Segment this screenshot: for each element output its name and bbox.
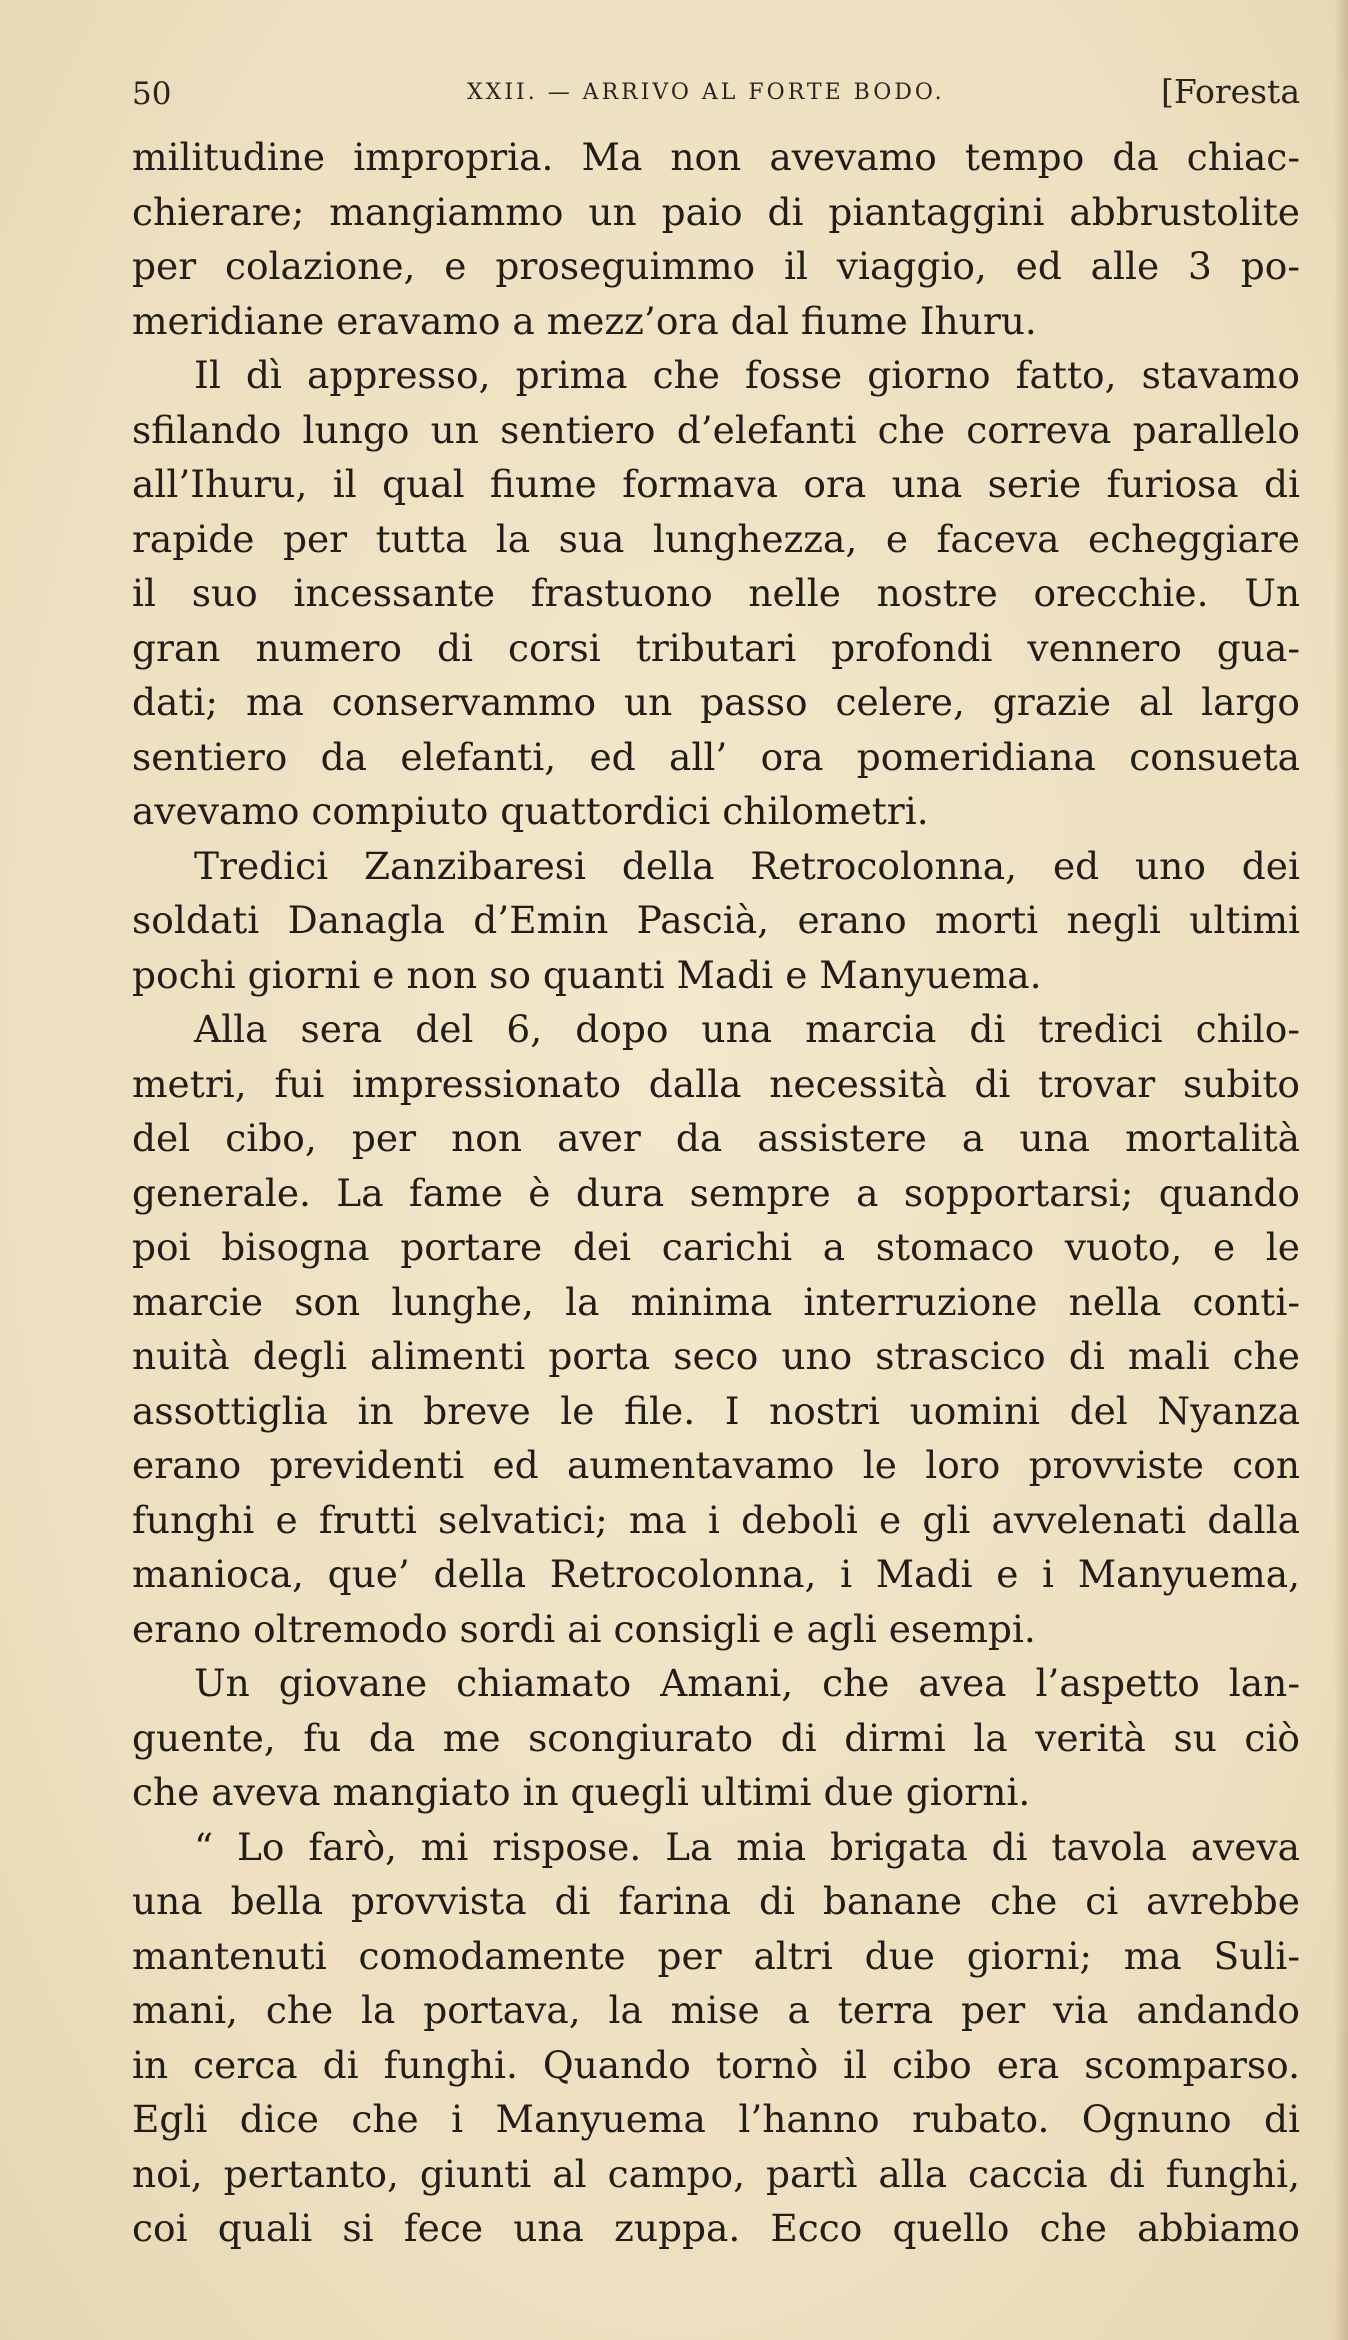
text-line: nuità degli alimenti porta seco uno strascico di mali che bbox=[132, 1334, 1300, 1378]
text-line: noi, pertanto, giunti al campo, partì alla caccia di funghi, bbox=[132, 2151, 1300, 2196]
text-line: all’Ihuru, il qual fiume formava ora una serie furiosa di bbox=[132, 462, 1300, 506]
text-line: che aveva mangiato in quegli ultimi due giorni. bbox=[132, 1770, 1031, 1814]
text-line: sentiero da elefanti, ed all’ ora pomeridiana consueta bbox=[132, 734, 1300, 779]
text-line: poi bisogna portare dei carichi a stomaco vuoto, e le bbox=[132, 1225, 1300, 1269]
text-line: sfilando lungo un sentiero d’elefanti che correva parallelo bbox=[132, 407, 1300, 452]
text-line: erano oltremodo sordi ai consigli e agli esempi. bbox=[132, 1606, 1036, 1651]
text-line: meridiane eravamo a mezz’ora dal fiume Ihuru. bbox=[132, 298, 1037, 343]
text-line: assottiglia in breve le file. I nostri uomini del Nyanza bbox=[132, 1388, 1300, 1433]
text-line: marcie son lunghe, la minima interruzione nella conti- bbox=[132, 1279, 1300, 1324]
text-line: Il dì appresso, prima che fosse giorno fatto, stavamo bbox=[194, 353, 1300, 397]
text-line: erano previdenti ed aumentavamo le loro provviste con bbox=[132, 1443, 1300, 1487]
text-line: mantenuti comodamente per altri due giorni; ma Suli- bbox=[132, 1933, 1300, 1978]
text-line: gran numero di corsi tributari profondi vennero gua- bbox=[132, 625, 1300, 670]
section-reference: [Foresta bbox=[1160, 72, 1300, 111]
text-line: soldati Danagla d’Emin Pascià, erano morti negli ultimi bbox=[132, 898, 1300, 942]
text-line: militudine impropria. Ma non avevamo tempo da chiac- bbox=[132, 135, 1300, 179]
text-line: manioca, que’ della Retrocolonna, i Madi e i Manyuema, bbox=[132, 1552, 1300, 1596]
running-header bbox=[132, 70, 1300, 120]
text-line: Tredici Zanzibaresi della Retrocolonna, ed uno dei bbox=[194, 843, 1300, 888]
text-line: Alla sera del 6, dopo una marcia di tredici chilo- bbox=[194, 1007, 1300, 1051]
text-line: rapide per tutta la sua lunghezza, e faceva echeggiare bbox=[132, 516, 1300, 561]
running-title: XXII. — ARRIVO AL FORTE BODO. bbox=[467, 80, 945, 105]
text-line: chierare; mangiammo un paio di piantaggini abbrustolite bbox=[132, 189, 1300, 234]
text-line: Egli dice che i Manyuema l’hanno rubato. Ognuno di bbox=[132, 2097, 1300, 2141]
text-line: avevamo compiuto quattordici chilometri. bbox=[132, 789, 929, 833]
text-line: per colazione, e proseguimmo il viaggio, ed alle 3 po- bbox=[132, 244, 1300, 288]
page-edge-shadow bbox=[1334, 0, 1348, 2340]
text-line: guente, fu da me scongiurato di dirmi la verità su ciò bbox=[132, 1715, 1300, 1760]
page-number: 50 bbox=[132, 76, 172, 112]
text-line: generale. La fame è dura sempre a sopportarsi; quando bbox=[132, 1170, 1300, 1215]
text-line: pochi giorni e non so quanti Madi e Manyuema. bbox=[132, 952, 1042, 997]
text-line: metri, fui impressionato dalla necessità di trovar subito bbox=[132, 1061, 1300, 1106]
text-line: una bella provvista di farina di banane che ci avrebbe bbox=[132, 1879, 1300, 1923]
text-line: del cibo, per non aver da assistere a una mortalità bbox=[132, 1116, 1300, 1160]
text-line: coi quali si fece una zuppa. Ecco quello che abbiamo bbox=[132, 2206, 1300, 2250]
text-line: “ Lo farò, mi rispose. La mia brigata di tavola aveva bbox=[194, 1824, 1300, 1869]
text-line: in cerca di funghi. Quando tornò il cibo era scomparso. bbox=[132, 2042, 1300, 2087]
text-line: il suo incessante frastuono nelle nostre orecchie. Un bbox=[132, 571, 1300, 615]
text-line: funghi e frutti selvatici; ma i deboli e gli avvelenati dalla bbox=[132, 1497, 1300, 1542]
body-text bbox=[132, 130, 1300, 2256]
text-line: Un giovane chiamato Amani, che avea l’aspetto lan- bbox=[194, 1661, 1300, 1705]
text-line: mani, che la portava, la mise a terra per via andando bbox=[132, 1988, 1300, 2032]
text-line: dati; ma conservammo un passo celere, grazie al largo bbox=[132, 680, 1300, 724]
